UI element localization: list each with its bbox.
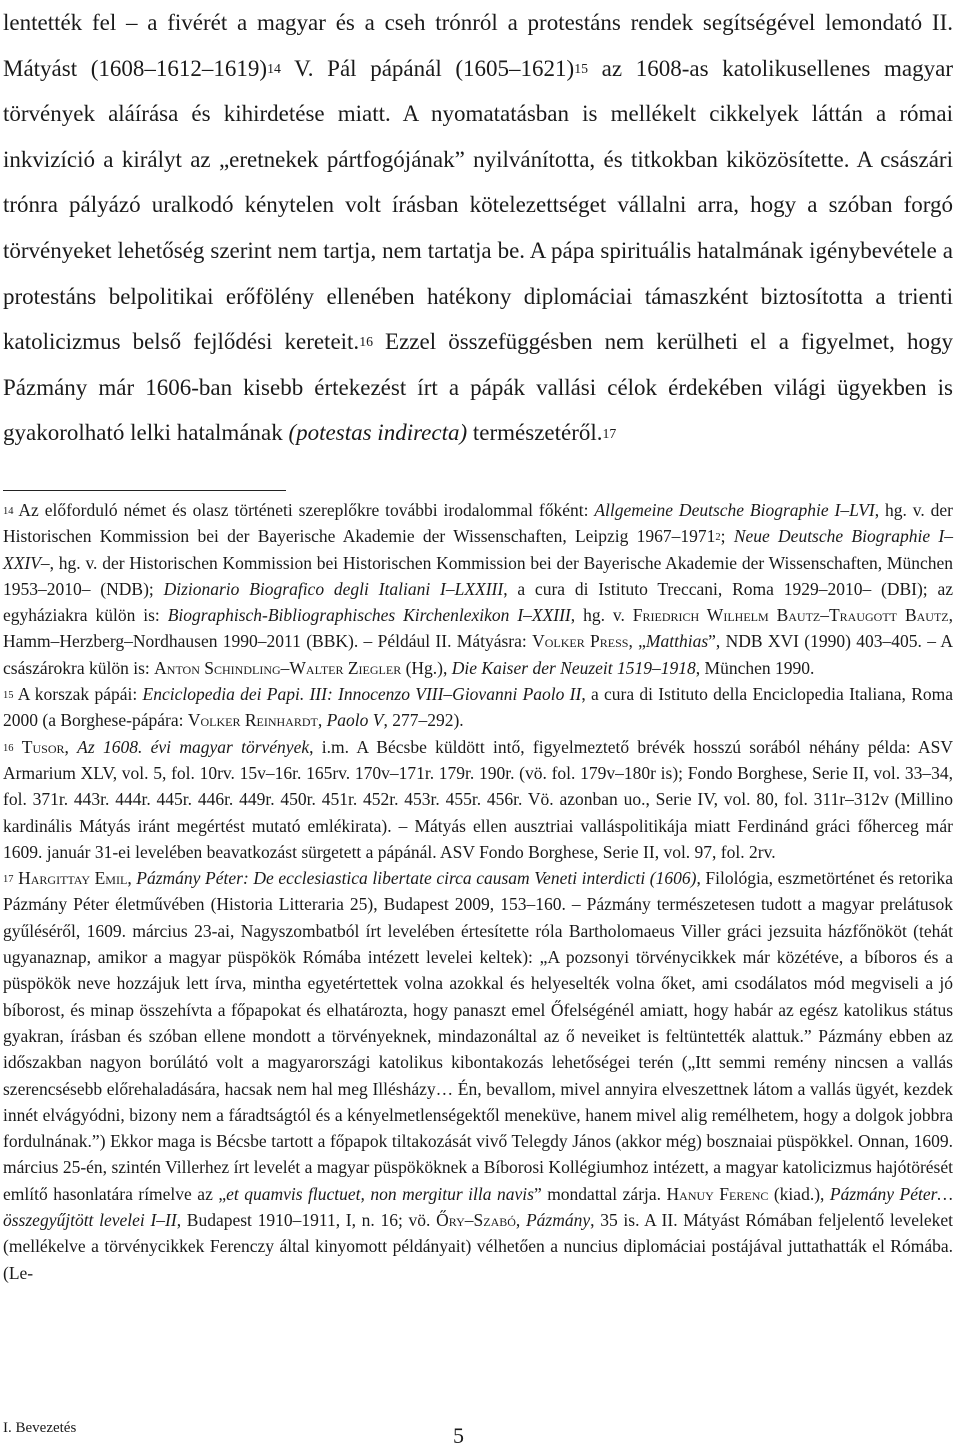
footnote-title: Biographisch-Bibliographisches Kirchenlexikon I–XXIII xyxy=(167,605,571,626)
body-text-5: természetéről. xyxy=(467,420,603,446)
footnote-text: Az előforduló német és olasz történeti szereplőkre további irodalommal főként: xyxy=(13,500,595,520)
footnote-ref-16[interactable]: 16 xyxy=(359,334,373,350)
footnote-text: , xyxy=(127,868,137,889)
footnote-number: 16 xyxy=(3,742,14,754)
author-name: Volker Reinhardt xyxy=(187,710,318,731)
footnote-title: Pázmány Péter: De ecclesiastica libertate circa causam Veneti interdicti (1606) xyxy=(136,868,697,889)
footnote-text: ”, NDB XVI (1990) 403–405. – A császárokra külön is: xyxy=(3,631,953,678)
footnote-14 xyxy=(3,497,953,681)
footnote-text: ; xyxy=(720,526,734,547)
body-text-3: az 1608-as katolikusellenes magyar törvények aláírása és kihirdetése miatt. A nyomatatásban is mellékelt cikkelyek láttán a római inkvizíció a királyt az „eretnekek pártfogójának” nyilvánította, és titkokban kiközösítette. A császári trónra pályázó uralkodó kénytelen volt írásban kötelezettséget vállalni arra, hogy a szóban forgó törvényeket lehetőség szerint nem tartja, nem tartatja be. A pápa spirituális hatalmának igénybevétele a protestáns belpolitikai erőfölény ellenében hatékony diplomáciai támaszként biztosította a trienti katolicizmus belső fejlődési kereteit. xyxy=(3,55,953,355)
edition-superscript: 2 xyxy=(715,532,721,544)
footnote-text: , „ xyxy=(628,631,646,652)
body-paragraph xyxy=(3,0,953,456)
footnote-ref-17[interactable]: 17 xyxy=(602,425,617,441)
footnote-text: , hg. v. xyxy=(570,605,633,626)
footnote-title: Die Kaiser der Neuzeit 1519–1918 xyxy=(451,657,696,678)
author-name: Hanuy Ferenc xyxy=(666,1183,769,1204)
author-name: Tusor xyxy=(21,736,65,757)
footnote-title: Paolo V xyxy=(326,710,384,731)
footnote-17 xyxy=(3,865,953,1286)
author-name: Őry–Szabó xyxy=(436,1210,516,1231)
footnote-ref-14[interactable]: 14 xyxy=(267,60,281,76)
footnote-text: , 35 is. A II. Mátyást Rómában feljelentő leveleket (mellékelve a törvénycikkek Ferenczy által kinyomott példányait) vélhetően a nuncius diplomáciai postájával juttathatták el Rómába. (Le- xyxy=(3,1210,954,1283)
footnotes-section xyxy=(3,497,953,1286)
footnote-text: A korszak pápái: xyxy=(13,684,143,705)
body-text-1: lentették fel – a fivérét a magyar és a cseh trónról a protestáns rendek segítségével lemondató II. Mátyást (1608–1612–1619) xyxy=(3,10,953,81)
footnote-title: Neue Deutsche Biographie I–XXIV xyxy=(3,526,953,573)
footnote-quote: et quamvis fluctuet, non mergitur illa navis xyxy=(226,1183,534,1204)
footnote-text: , i.m. A Bécsbe küldött intő, figyelmeztető brévék hosszú sorából néhány példa: ASV Armarium XLV, vol. 5, fol. 10rv. 15v–16r. 165rv. 170v–171r. 179r. 190r. (vö. fol. 179v–180r is); Fondo Borghese, Serie II, vol. 33–34, fol. 371r. 443r. 444r. 445r. 446r. 449r. 450r. 451r. 452r. 453r. 455r. 456r. Vö. azonban uo., Serie IV, vol. 80, fol. 311r–312v (Millino kardinális Mátyás iránt megértést mutató emlékirata). – Mátyás ellen ausztriai valláspolitikája miatt Ferdinánd gráci főherceg már 1609. január 31-ei levelében beavatkozást sürgetett a pápánál. ASV Fondo Borghese, Serie II, vol. 97, fol. 2rv. xyxy=(3,736,953,862)
footnote-text: , xyxy=(515,1210,526,1231)
footnote-title: Az 1608. évi magyar törvények xyxy=(77,736,310,757)
author-name: Anton Schindling–Walter Ziegler xyxy=(154,657,402,678)
author-name: Hargittay Emil xyxy=(18,868,128,889)
footnote-text: , a cura di Istituto della Enciclopedia Italiana, Roma 2000 (a Borghese-pápára: xyxy=(3,684,953,731)
body-text-2: V. Pál pápánál (1605–1621) xyxy=(280,55,575,81)
footnote-title: Enciclopedia dei Papi. III: Innocenzo VIII–Giovanni Paolo II xyxy=(142,684,582,705)
page-number: 5 xyxy=(453,1423,464,1448)
footnote-text: , xyxy=(64,736,78,757)
footnote-title: Matthias xyxy=(645,631,709,652)
author-name: Volker Press xyxy=(532,631,629,652)
footnote-text: ” mondattal zárja. xyxy=(533,1183,667,1204)
footnote-title: Pázmány Péter… összegyűjtött levelei I–II xyxy=(3,1183,953,1231)
footnote-title: Dizionario Biografico degli Italiani I–LXXIII xyxy=(163,578,504,599)
footnote-text: , xyxy=(317,710,327,731)
footnote-title: Allgemeine Deutsche Biographie I–LVI xyxy=(594,500,875,520)
footnote-ref-15[interactable]: 15 xyxy=(574,60,588,76)
footnote-number: 14 xyxy=(3,505,14,517)
footnote-text: (kiad.), xyxy=(768,1183,830,1204)
footnote-number: 15 xyxy=(3,689,14,701)
main-body-text xyxy=(3,0,953,456)
footnote-text: , a cura di Istituto Treccani, Roma 1929–2010– (DBI); az egyháziakra külön is: xyxy=(3,578,954,626)
footnote-number: 17 xyxy=(3,874,14,886)
footnote-text: (Hg.), xyxy=(401,657,452,678)
footnote-text: , 277–292). xyxy=(383,710,464,731)
footnote-16 xyxy=(3,734,953,865)
author-name: Friedrich Wilhelm Bautz–Traugott Bautz xyxy=(632,605,949,626)
footnote-text: , München 1990. xyxy=(695,657,815,678)
footnote-title: Pázmány xyxy=(525,1210,591,1231)
footnote-15 xyxy=(3,681,953,734)
body-italic-term: (potestas indirecta) xyxy=(288,420,468,446)
footnote-text: , Hamm–Herzberg–Nordhausen 1990–2011 (BBK). – Például II. Mátyásra: xyxy=(3,605,953,652)
footer-section-title: I. Bevezetés xyxy=(3,1420,77,1436)
footnote-text: , Filológia, eszmetörténet és retorika Pázmány Péter életművében (Historia Litteraria 25), Budapest 2009, 153–160. – Pázmány természetesen tudott a magyar prelátusok gyűléséről, 1609. március 23-ai, Nagyszombatból írt levelében értesítette róla Bartholomaeus Viller gráci jezsuita házfőnököt (tehát ugyanaznap, amikor a magyar püspökök Rómába intézett levelei keltek): „A pozsonyi törvénycikkek már közétéve, a bíboros és a püspökök neve hozzájuk lett írva, mintha egyetértettek volna azokkal és helyeselték volna őket, ami csodálatos mód megviseli a jó bíborost, és minap összehívta a főpapokat és elhatározta, hogy panaszt emel Őfelségénél amiatt, hogy habár az egész katolikus státus gyakran, írásban és szóban ellene mondott a törvényeknek, mindazonáltal az ő neveiket is feltüntették alattuk.” Pázmány ebben az időszakban nagyon borúlátó volt a magyarországi katolikus kibontakozás lehetőségei terén („Itt semmi remény nincsen a vallás szerencsésebb előrehaladására, hacsak nem hal meg Illésházy… Én, bevallom, mivel annyira elveszettnek látom a vallás ügyét, kezdek innét elvágyódni, bizony nem a fáradtságtól és a kényelmetlenségektől meneküve, hanem mivel alig remélhetem, hogy a dolgok jobbra fordulnának.”) Ekkor maga is Bécsbe tartott a főpapok tiltakozását vivő Telegdy János (akkor még) bosznaiai püspökkel. Onnan, 1609. március 25-én, szintén Villerhez írt levelét a magyar püspököknek a Bíborosi Kollégiumhoz intézett, a magyar katolicizmus hajótörését említő hasonlatára rímelve az „ xyxy=(3,868,953,1204)
body-text-4: Ezzel összefüggésben nem kerülheti el a figyelmet, hogy Pázmány már 1606-ban kisebb értekezést írt a pápák vallási célok érdekében világi ügyekben is gyakorolható lelki hatalmának xyxy=(3,329,953,446)
footnote-text: –, hg. v. der Historischen Kommission bei Historischen Kommission bei der Bayerische Akademie der Wissenschaften, München 1953–2010– (NDB); xyxy=(3,552,953,599)
footnote-separator xyxy=(3,490,286,491)
footnote-text: , hg. v. der Historischen Kommission bei der Bayerische Akademie der Wissenschaften, Leipzig 1967–1971 xyxy=(3,500,953,547)
footnote-text xyxy=(14,737,22,757)
footnote-text: , Budapest 1910–1911, I, n. 16; vö. xyxy=(176,1210,437,1231)
